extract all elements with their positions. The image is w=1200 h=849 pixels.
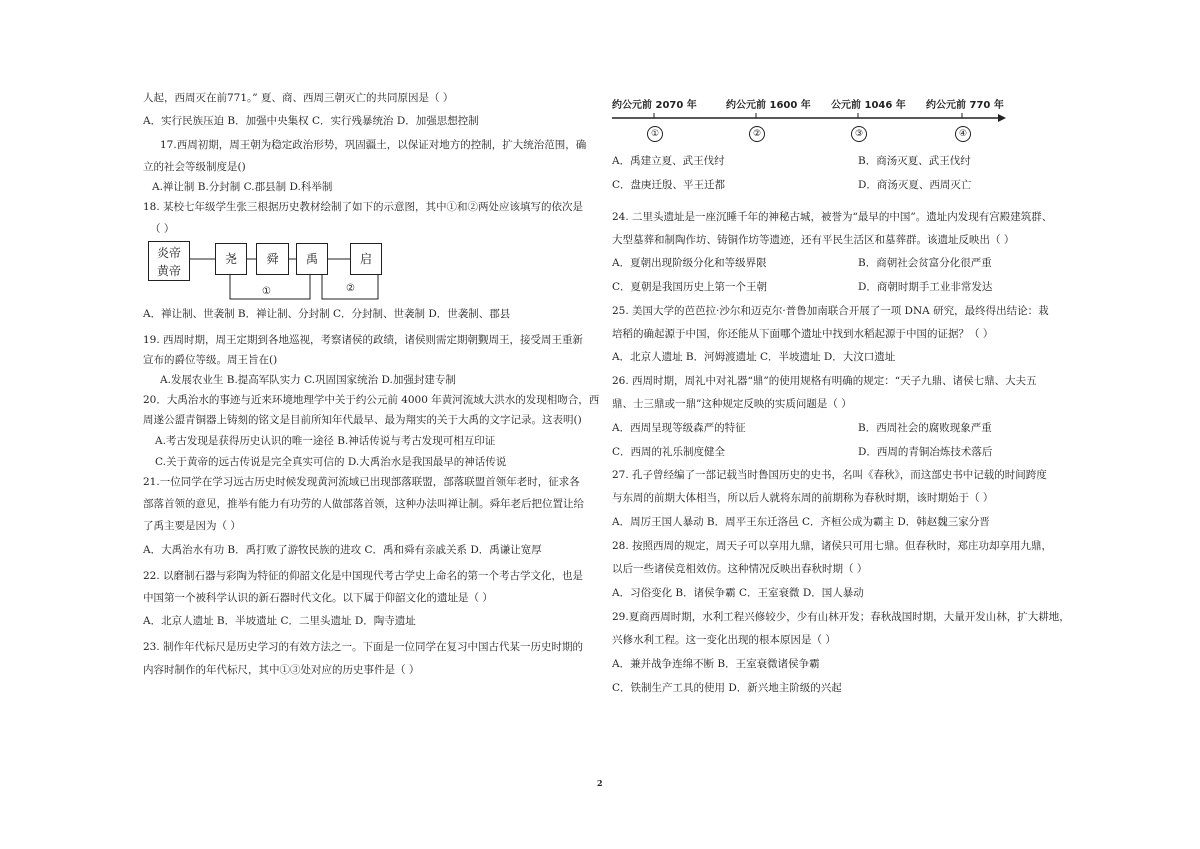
q23-option-c: C．盘庚迁殷、平王迁都	[612, 179, 726, 191]
timeline-mark-1: ①	[647, 126, 663, 142]
q21-line2: 部落首领的意见，推举有能力有功劳的人做部落首领，这种办法叫禅让制。舜年老后把位置让给	[143, 498, 584, 510]
q24-line2: 大型墓葬和制陶作坊、铸铜作坊等遗迹，还有平民生活区和墓葬群。该遗址反映出（ ）	[612, 234, 1015, 246]
q26-option-b: B．西周社会的腐败现象严重	[858, 422, 992, 434]
q29-line2: 兴修水利工程。这一变化出现的根本原因是（ ）	[612, 634, 836, 646]
q16-tail: 人起，西周灭在前771。” 夏、商、西周三朝灭亡的共同原因是（ ）	[143, 92, 454, 104]
q23-option-b: B．商汤灭夏、武王伐纣	[858, 155, 971, 167]
q18-line1: 18. 某校七年级学生张三根据历史教材绘制了如下的示意图，其中①和②两处应该填写的依次是	[143, 201, 584, 213]
q20-options-2: C.关于黄帝的远古传说是完全真实可信的 D.大禹治水是我国最早的神话传说	[155, 456, 507, 468]
qi-box: 启	[350, 243, 382, 275]
timeline-mark-3: ③	[851, 126, 867, 142]
timeline-label-3: 公元前 1046 年	[831, 100, 906, 111]
q29-line1: 29.夏商西周时期，水利工程兴修较少，少有山林开发；春秋战国时期，大量开发山林，扩大耕地，	[612, 611, 1070, 623]
q28-line2: 以后一些诸侯竞相效仿。这种情况反映出春秋时期（ ）	[612, 563, 868, 575]
q18-line2: （ ）	[150, 223, 175, 235]
q27-options: A．周厉王国人暴动 B．周平王东迁洛邑 C．齐桓公成为霸主 D．韩赵魏三家分晋	[612, 516, 990, 528]
q23-line1: 23. 制作年代标尺是历史学习的有效方法之一。下面是一位同学在复习中国古代某一历史时期的	[143, 641, 584, 653]
q26-line1: 26. 西周时期，周礼中对礼器“鼎”的使用规格有明确的规定：“天子九鼎、诸侯七鼎、大夫五	[612, 375, 1037, 387]
q19-options: A.发展农业生 B.提高军队实力 C.巩固国家统治 D.加强封建专制	[160, 374, 456, 386]
q20-line2: 周遂公盨青铜器上铸刻的铭文是目前所知年代最早、最为翔实的关于大禹的文字记录。这表明()	[143, 414, 582, 426]
timeline	[612, 96, 1012, 146]
timeline-axis	[612, 110, 1012, 140]
q20-line1: 20．大禹治水的事迹与近来环境地理学中关于约公元前 4000 年黄河流域大洪水的发现相吻合，西	[143, 394, 600, 406]
q17-line1: 17.西周初期，周王朝为稳定政治形势，巩固疆土，以保证对地方的控制，扩大统治范围，确	[160, 139, 587, 151]
q22-line2: 中国第一个被科学认识的新石器时代文化。以下属于仰韶文化的遗址是（ ）	[143, 592, 493, 604]
q24-option-d: D．商朝时期手工业非常发达	[858, 281, 993, 293]
q26-line2: 鼎、士三鼎或一鼎”这种规定反映的实质问题是（ ）	[612, 398, 852, 410]
q26-option-d: D．西周的青铜冶炼技术落后	[858, 446, 993, 458]
q24-option-c: C．夏朝是我国历史上第一个王朝	[612, 281, 768, 293]
q19-line2: 宣布的爵位等级。周王旨在()	[143, 354, 278, 366]
q18-diagram	[146, 241, 386, 301]
q27-line2: 与东周的前期大体相当，所以后人就将东周的前期称为春秋时期，该时期始于（ ）	[612, 492, 994, 504]
q26-option-c: C．西周的礼乐制度健全	[612, 446, 726, 458]
q19-line1: 19. 西周时期，周王定期到各地巡视，考察诸侯的政绩，诸侯则需定期朝觐周王，接受周王重新	[143, 334, 584, 346]
q18-options: A．禅让制、世袭制 B．禅让制、分封制 C．分封制、世袭制 D．世袭制、郡县	[143, 308, 511, 320]
timeline-mark-4: ④	[955, 126, 971, 142]
q23-option-a: A．禹建立夏、武王伐纣	[612, 155, 725, 167]
yu-box: 禹	[296, 243, 328, 275]
yandi-huangdi-box: 炎帝 黄帝	[148, 241, 190, 281]
q24-option-b: B．商朝社会贫富分化很严重	[858, 257, 992, 269]
q21-line3: 了禹主要是因为（ ）	[143, 520, 241, 532]
page-number: 2	[597, 778, 603, 788]
q22-line1: 22. 以磨制石器与彩陶为特征的仰韶文化是中国现代考古学史上命名的第一个考古学文化，也是	[143, 570, 584, 582]
q24-line1: 24. 二里头遗址是一座沉睡千年的神秘古城，被誉为“最早的中国”。遗址内发现有宫殿建筑群、	[612, 211, 1053, 223]
timeline-label-1: 约公元前 2070 年	[612, 100, 697, 111]
blank-mark-2: ②	[346, 283, 355, 294]
q22-options: A．北京人遗址 B．半坡遗址 C．二里头遗址 D．陶寺遗址	[143, 615, 416, 627]
q21-options: A．大禹治水有功 B．禹打败了游牧民族的进攻 C．禹和舜有亲戚关系 D．禹谦让宽厚	[143, 544, 542, 556]
q25-options: A．北京人遗址 B．河姆渡遗址 C．半坡遗址 D．大汶口遗址	[612, 351, 896, 363]
yao-box: 尧	[215, 243, 247, 275]
q25-line1: 25. 美国大学的芭芭拉·沙尔和迈克尔·普鲁加南联合开展了一项 DNA 研究，最终得出结论：栽	[612, 305, 1049, 317]
q16-options: A．实行民族压迫 B．加强中央集权 C．实行残暴统治 D．加强思想控制	[143, 115, 479, 127]
timeline-label-2: 约公元前 1600 年	[726, 100, 811, 111]
q17-line2: 立的社会等级制度是()	[143, 161, 246, 173]
q23-option-d: D．商汤灭夏、西周灭亡	[858, 179, 972, 191]
q29-options-1: A．兼并战争连绵不断 B．王室衰微诸侯争霸	[612, 658, 820, 670]
q20-options-1: A.考古发现是获得历史认识的唯一途径 B.神话传说与考古发现可相互印证	[155, 435, 496, 447]
q25-line2: 培稻的确起源于中国，你还能从下面哪个遗址中找到水稻起源于中国的证据？（ ）	[612, 328, 994, 340]
q27-line1: 27. 孔子曾经编了一部记载当时鲁国历史的史书，名叫《春秋》，而这部史书中记载的时间跨度	[612, 469, 1047, 481]
q28-line1: 28. 按照西周的规定，周天子可以享用九鼎，诸侯只可用七鼎。但春秋时，郑庄功却享用九鼎，	[612, 540, 1053, 552]
q28-options: A．习俗变化 B．诸侯争霸 C．王室衰微 D．国人暴动	[612, 587, 864, 599]
q21-line1: 21.一位同学在学习远古历史时候发现黄河流域已出现部落联盟，部落联盟首领年老时，征求各	[143, 476, 580, 488]
q24-option-a: A．夏朝出现阶级分化和等级界限	[612, 257, 767, 269]
shun-box: 舜	[256, 243, 289, 275]
q26-option-a: A．西周呈现等级森严的特征	[612, 422, 746, 434]
timeline-label-4: 约公元前 770 年	[926, 100, 1004, 111]
blank-mark-1: ①	[262, 286, 271, 297]
q23-line2: 内容时制作的年代标尺，其中①③处对应的历史事件是（ ）	[143, 664, 420, 676]
q17-options: A.禅让制 B.分封制 C.郡县制 D.科举制	[152, 181, 333, 193]
timeline-mark-2: ②	[749, 126, 765, 142]
q29-options-2: C．铁制生产工具的使用 D．新兴地主阶级的兴起	[612, 682, 842, 694]
